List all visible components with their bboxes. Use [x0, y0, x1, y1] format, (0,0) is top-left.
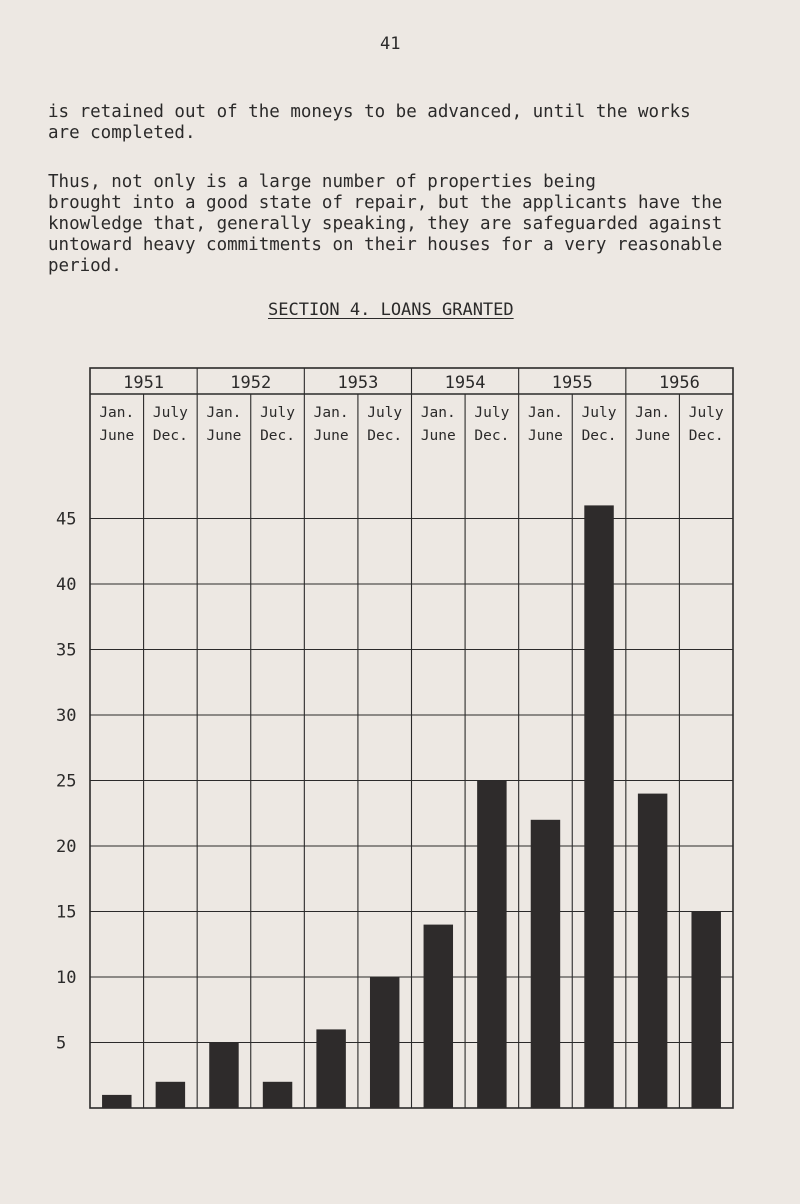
- paragraph-thus: Thus, not only is a large number of properties being brought into a good state of repair, but the applicants have the knowledge that, generally speaking, they are safeguarded against untoward heavy commitments on their houses for a very reasonable period.: [48, 172, 723, 276]
- period-label-month-start: July: [688, 405, 724, 421]
- bar: [209, 1043, 238, 1109]
- y-tick-label: 10: [56, 968, 77, 988]
- period-label-month-start: Jan.: [420, 405, 456, 421]
- bar: [477, 781, 506, 1109]
- period-label-month-start: Jan.: [527, 405, 563, 421]
- y-tick-label: 20: [56, 837, 77, 857]
- bar: [263, 1082, 292, 1108]
- y-tick-label: 30: [56, 706, 77, 726]
- period-label-month-start: July: [152, 405, 188, 421]
- section-heading: SECTION 4. LOANS GRANTED: [268, 300, 514, 320]
- year-label: 1953: [337, 373, 379, 393]
- bar: [638, 794, 667, 1108]
- period-label-month-start: July: [581, 405, 617, 421]
- period-label-month-start: July: [474, 405, 510, 421]
- period-label-month-end: Dec.: [581, 428, 617, 444]
- year-label: 1956: [658, 373, 700, 393]
- period-label-month-end: Dec.: [152, 428, 188, 444]
- period-label-month-end: June: [527, 428, 563, 444]
- year-label: 1951: [123, 373, 165, 393]
- page-number: 41: [380, 34, 401, 54]
- y-tick-label: 25: [56, 771, 77, 792]
- bar: [156, 1082, 185, 1108]
- y-tick-label: 5: [56, 1033, 67, 1054]
- year-label: 1954: [444, 373, 486, 393]
- period-label-month-end: June: [313, 428, 349, 444]
- bar: [584, 505, 613, 1108]
- bar: [691, 912, 720, 1109]
- year-label: 1952: [230, 373, 272, 393]
- y-tick-label: 45: [56, 509, 77, 530]
- period-label-month-start: Jan.: [635, 405, 671, 421]
- y-tick-label: 40: [56, 575, 77, 595]
- period-label-month-start: July: [260, 405, 296, 421]
- period-label-month-end: June: [635, 428, 671, 444]
- period-label-month-start: Jan.: [206, 405, 242, 421]
- bar: [424, 925, 453, 1108]
- period-label-month-end: Dec.: [367, 428, 403, 444]
- period-label-month-start: Jan.: [313, 405, 349, 421]
- bar: [316, 1029, 345, 1108]
- paragraph-retained: is retained out of the moneys to be advanced, until the works are completed.: [48, 102, 691, 143]
- year-label: 1955: [551, 373, 593, 393]
- period-label-month-end: Dec.: [260, 428, 296, 444]
- period-label-month-end: June: [99, 428, 135, 444]
- bar: [370, 977, 399, 1108]
- period-label-month-start: Jan.: [99, 405, 135, 421]
- y-tick-label: 35: [56, 640, 77, 661]
- period-label-month-end: June: [420, 428, 456, 444]
- y-tick-label: 15: [56, 902, 77, 923]
- period-label-month-end: June: [206, 428, 242, 444]
- bar: [531, 820, 560, 1108]
- period-label-month-start: July: [367, 405, 403, 421]
- period-label-month-end: Dec.: [474, 428, 510, 444]
- period-label-month-end: Dec.: [688, 428, 724, 444]
- bar: [102, 1095, 131, 1108]
